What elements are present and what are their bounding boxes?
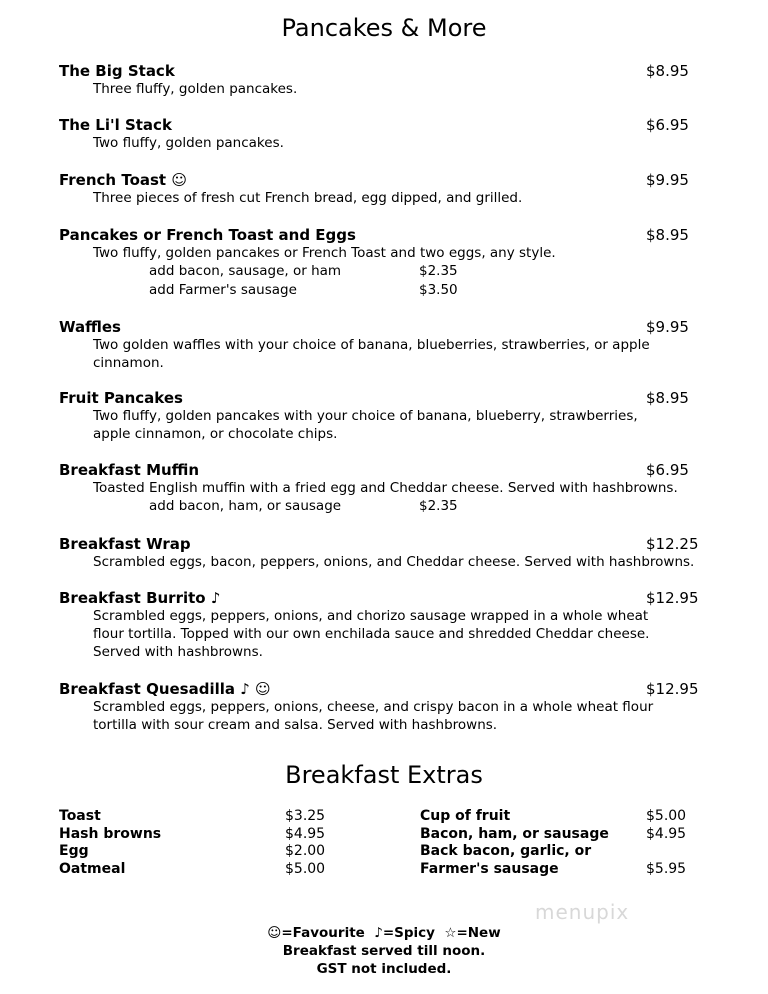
item-price: $6.95 <box>646 116 689 134</box>
extra-name: Hash browns <box>59 825 162 842</box>
item-name: Waffles <box>59 318 121 336</box>
menu-item-breakfast-muffin <box>59 461 719 516</box>
extra-row <box>59 843 329 861</box>
item-desc: Two fluffy, golden pancakes with your choice of banana, blueberry, strawberries, apple cinnamon, or chocolate chips. <box>93 408 638 442</box>
extra-name: Farmer's sausage <box>420 860 559 877</box>
extra-row <box>420 808 690 826</box>
item-desc: Toasted English muffin with a fried egg and Cheddar cheese. Served with hashbrowns. <box>93 480 678 496</box>
item-desc: Scrambled eggs, peppers, onions, and chorizo sausage wrapped in a whole wheat flour tortilla. Topped with our own enchilada sauce and shredded Cheddar cheese. Served with hashbrowns. <box>93 608 650 660</box>
extra-name: Oatmeal <box>59 860 126 877</box>
item-price: $9.95 <box>646 171 689 189</box>
addon-label: add bacon, sausage, or ham <box>149 263 342 279</box>
item-name: Breakfast Muffin <box>59 461 200 479</box>
item-desc: Scrambled eggs, peppers, onions, cheese, and crispy bacon in a whole wheat flour tortilla with sour cream and salsa. Served with hashbrowns. <box>93 699 654 733</box>
menu-item-breakfast-quesadilla <box>59 680 719 734</box>
extras-right-column <box>420 808 690 878</box>
extra-row <box>59 808 329 826</box>
extra-price: $4.95 <box>646 825 687 842</box>
extra-price: $4.95 <box>285 825 326 842</box>
extra-price: $5.95 <box>646 860 687 877</box>
footer-legend: ☺=Favourite ♪=Spicy ☆=New <box>267 925 501 941</box>
item-desc: Three pieces of fresh cut French bread, egg dipped, and grilled. <box>93 190 523 206</box>
extra-price: $5.00 <box>646 808 687 824</box>
item-desc: Scrambled eggs, bacon, peppers, onions, and Cheddar cheese. Served with hashbrowns. <box>93 554 695 570</box>
addon-label: add bacon, ham, or sausage <box>149 498 342 514</box>
addon-price: $3.50 <box>419 282 458 298</box>
item-name: The Big Stack <box>59 62 175 80</box>
menu-item-breakfast-wrap <box>59 535 719 571</box>
item-addon <box>149 281 719 300</box>
addon-label: add Farmer's sausage <box>149 282 297 298</box>
watermark: menupix <box>535 900 630 924</box>
item-price: $12.95 <box>646 589 699 607</box>
item-name: Pancakes or French Toast and Eggs <box>59 226 356 244</box>
menu-item-french-toast <box>59 171 719 207</box>
item-name: Breakfast Wrap <box>59 535 191 553</box>
extra-name: Cup of fruit <box>420 808 511 824</box>
menu-item-waffles <box>59 318 719 372</box>
item-price: $12.25 <box>646 535 699 553</box>
item-name: Fruit Pancakes <box>59 389 183 407</box>
extra-name: Toast <box>59 808 101 824</box>
item-price: $8.95 <box>646 389 689 407</box>
menu-item-breakfast-burrito <box>59 589 719 661</box>
extra-price: $5.00 <box>285 860 326 877</box>
extra-row <box>420 843 690 861</box>
extra-row <box>420 826 690 844</box>
item-name: French Toast ☺ <box>59 171 187 189</box>
extra-row <box>59 826 329 844</box>
extra-price: $2.00 <box>285 843 326 859</box>
item-addon <box>149 497 719 516</box>
addon-price: $2.35 <box>419 263 458 279</box>
footer-gst: GST not included. <box>316 961 452 977</box>
extra-name: Bacon, ham, or sausage <box>420 825 609 842</box>
menu-item-fruit-pancakes <box>59 389 719 443</box>
menu-item-pancakes-eggs <box>59 226 719 300</box>
item-desc: Two fluffy, golden pancakes or French Toast and two eggs, any style. <box>93 245 556 261</box>
extra-name: Back bacon, garlic, or <box>420 843 592 859</box>
item-price: $9.95 <box>646 318 689 336</box>
addon-price: $2.35 <box>419 498 458 514</box>
extra-row <box>59 861 329 879</box>
item-name: Breakfast Quesadilla ♪ ☺ <box>59 680 271 698</box>
item-desc: Three fluffy, golden pancakes. <box>93 81 298 97</box>
item-desc: Two golden waffles with your choice of banana, blueberries, strawberries, or apple cinnamon. <box>93 337 650 371</box>
item-price: $6.95 <box>646 461 689 479</box>
extras-title: Breakfast Extras <box>285 761 483 789</box>
menu-item-big-stack <box>59 62 719 98</box>
item-addon <box>149 262 719 281</box>
footer-served: Breakfast served till noon. <box>282 943 486 959</box>
page-title: Pancakes & More <box>281 14 487 42</box>
extra-name: Egg <box>59 843 89 859</box>
extras-left-column <box>59 808 329 878</box>
extra-row <box>420 861 690 879</box>
extra-price: $3.25 <box>285 808 326 824</box>
menu-item-lil-stack <box>59 116 719 152</box>
item-desc: Two fluffy, golden pancakes. <box>93 135 284 151</box>
item-price: $8.95 <box>646 226 689 244</box>
item-name: The Li'l Stack <box>59 116 172 134</box>
item-price: $12.95 <box>646 680 699 698</box>
item-name: Breakfast Burrito ♪ <box>59 589 221 607</box>
item-price: $8.95 <box>646 62 689 80</box>
